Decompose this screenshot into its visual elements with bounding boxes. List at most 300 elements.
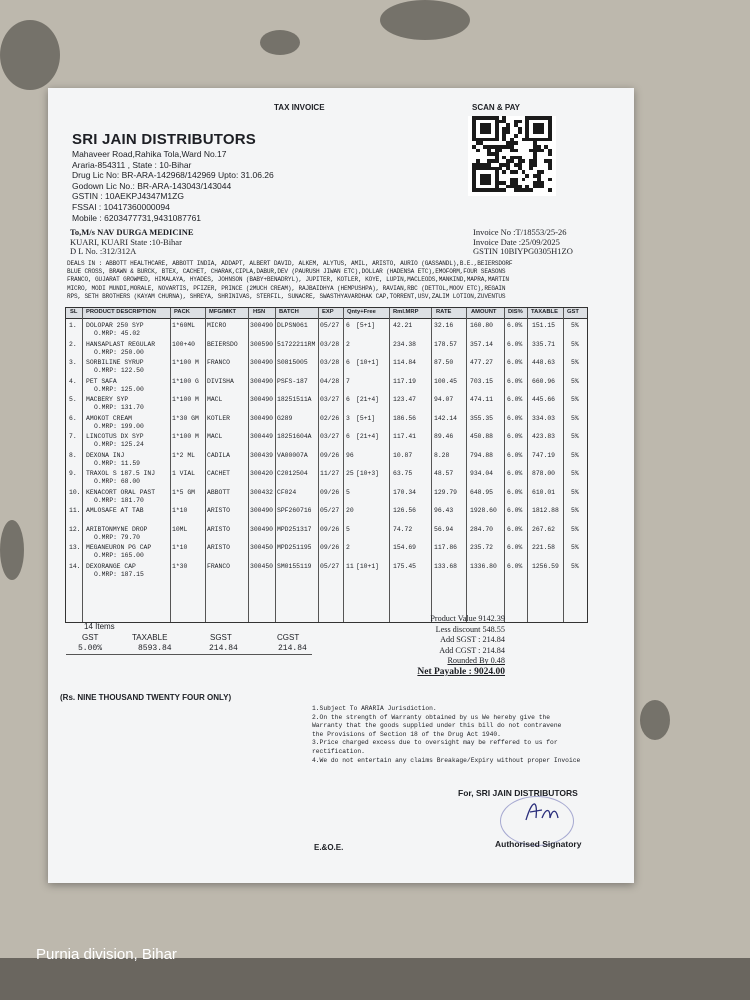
item-hsn: 300490 — [250, 525, 274, 533]
authorised-signatory: Authorised Signatory — [495, 839, 582, 849]
qr-module — [495, 138, 499, 142]
qr-module — [529, 188, 533, 192]
item-rate: 56.94 — [434, 525, 454, 533]
header-rate: RATE — [436, 309, 452, 315]
qr-module — [533, 163, 537, 167]
header-amount: AMOUNT — [471, 309, 497, 315]
item-exp: 09/26 — [320, 451, 340, 459]
item-hsn: 300449 — [250, 433, 274, 440]
item-rate: 32.16 — [434, 322, 454, 329]
add-cgst: Add CGST : 214.84 — [439, 645, 505, 655]
item-gst: 5% — [571, 488, 579, 496]
item-exp: 09/26 — [320, 488, 340, 496]
item-pack: 1*100 M — [172, 396, 199, 403]
add-sgst: Add SGST : 214.84 — [440, 635, 505, 645]
item-original-mrp: O.MRP: 187.15 — [94, 570, 144, 578]
item-taxable: 448.63 — [532, 359, 556, 366]
item-taxable: 878.00 — [532, 470, 556, 477]
item-rmrp: 117.41 — [393, 433, 417, 440]
item-amount: 1928.60 — [470, 507, 497, 514]
for-company: For, SRI JAIN DISTRIBUTORS — [458, 788, 578, 798]
item-mfg: KOTLER — [207, 414, 231, 422]
header-hsn: HSN — [253, 309, 266, 315]
item-exp: 09/26 — [320, 544, 340, 551]
qr-module — [514, 170, 518, 174]
item-amount: 794.88 — [470, 451, 494, 459]
totals-gst-value: 5.00% — [78, 644, 103, 653]
item-exp: 03/28 — [320, 359, 340, 366]
item-hsn: 300490 — [250, 507, 274, 514]
totals-cgst-header: CGST — [277, 633, 300, 642]
item-rmrp: 123.47 — [393, 396, 417, 403]
qr-module — [541, 149, 545, 153]
item-exp: 03/27 — [320, 396, 340, 403]
item-hsn: 300450 — [250, 562, 274, 570]
item-rate: 8.28 — [434, 451, 450, 459]
item-pack: 1 VIAL — [172, 470, 196, 477]
totals-taxable-value: 8593.84 — [138, 644, 172, 653]
item-dis: 6.0% — [507, 377, 523, 385]
item-qty: 96 — [346, 451, 354, 459]
item-rmrp: 170.34 — [393, 488, 417, 496]
item-batch: PSFS-187 — [277, 377, 308, 385]
item-dis: 6.0% — [507, 451, 523, 459]
qr-module — [525, 174, 529, 178]
item-rate: 178.57 — [434, 340, 458, 348]
item-gst: 5% — [571, 340, 579, 348]
item-qty: 5 — [346, 525, 350, 533]
item-name: DOLOPAR 250 SYP — [86, 322, 144, 329]
item-mfg: ARISTO — [207, 507, 231, 514]
item-batch: DLPSN061 — [277, 322, 308, 329]
payment-qr-code[interactable] — [468, 116, 556, 196]
item-name: LINCOTUS DX SYP — [86, 433, 144, 440]
item-taxable: 335.71 — [532, 340, 556, 348]
item-original-mrp: O.MRP: 181.70 — [94, 496, 144, 504]
item-taxable: 151.15 — [532, 322, 556, 329]
item-pack: 100+40 — [172, 340, 196, 348]
item-qty: 3 — [346, 414, 350, 422]
item-rmrp: 74.72 — [393, 525, 413, 533]
net-payable: Net Payable : 9024.00 — [417, 666, 505, 677]
item-exp: 11/27 — [320, 470, 340, 477]
floor-stain — [380, 0, 470, 40]
qr-module — [541, 130, 545, 134]
customer-dl: D L No. :312/312A — [70, 246, 137, 257]
item-hsn: 300439 — [250, 451, 274, 459]
item-qty: 20 — [346, 507, 354, 514]
header-sl: SL — [70, 309, 78, 315]
item-original-mrp: O.MRP: 68.00 — [94, 478, 141, 485]
item-free: [10+1] — [356, 359, 380, 366]
header-qty: Qnty+Free — [347, 309, 376, 315]
item-qty: 6 — [346, 433, 350, 440]
item-sl: 3. — [69, 359, 77, 366]
item-dis: 6.0% — [507, 433, 523, 440]
item-name: SORBILINE SYRUP — [86, 359, 144, 366]
item-rate: 129.79 — [434, 488, 458, 496]
item-name: TRAXOL S 187.5 INJ — [86, 470, 156, 477]
header-batch: BATCH — [279, 309, 299, 315]
company-address-line: Mahaveer Road,Rahika Tola,Ward No.17 — [72, 149, 227, 159]
item-rmrp: 234.38 — [393, 340, 417, 348]
item-free: [21+4] — [356, 396, 380, 403]
item-dis: 6.0% — [507, 544, 523, 551]
item-name: AMOKOT CREAM — [86, 414, 133, 422]
item-hsn: 300432 — [250, 488, 274, 496]
item-sl: 8. — [69, 451, 77, 459]
deals-line: FRANCO, GUJARAT GROWMED, HIMALAYA, HYADES, JOHNSON (BABY+BENADRYL), JUPITER, KOTLER, KOYE, LUPIN,MACLEODS,MANKIND,MAPRA,MARTIN — [67, 276, 509, 284]
item-dis: 6.0% — [507, 470, 523, 477]
condition-line: rectification. — [312, 747, 365, 755]
deals-line: MICRO, MODI MUNDI,MORALE, NOVARTIS, PFIZER, PRINCE (2MUCH CREAM), RAJBAIDHYA (HEMPUSHPA), RAVIAN,RBC (DETTOL,MOOV ETC),REGAIN — [67, 284, 506, 292]
item-rmrp: 114.84 — [393, 359, 417, 366]
qr-module — [476, 149, 480, 153]
item-exp: 09/26 — [320, 525, 340, 533]
item-mfg: MACL — [207, 433, 223, 440]
item-free: [10+1] — [356, 562, 380, 570]
item-rate: 87.50 — [434, 359, 454, 366]
item-taxable: 1256.59 — [532, 562, 559, 570]
qr-module — [514, 141, 518, 145]
company-details — [72, 149, 402, 223]
item-mfg: BEIERSDO — [207, 340, 238, 348]
item-original-mrp: O.MRP: 125.24 — [94, 441, 144, 448]
qr-module — [514, 134, 518, 138]
qr-module — [548, 188, 552, 192]
item-free: [10+3] — [356, 470, 380, 477]
item-sl: 11. — [69, 507, 81, 514]
item-sl: 10. — [69, 488, 81, 496]
qr-module — [514, 149, 518, 153]
qr-module — [529, 167, 533, 171]
item-amount: 703.15 — [470, 377, 494, 385]
item-dis: 6.0% — [507, 507, 523, 514]
item-batch: SPF260716 — [277, 507, 312, 514]
qr-module — [518, 130, 522, 134]
condition-line: 3.Price charged excess due to oversight may be reffered to us for — [312, 739, 558, 747]
item-pack: 1*30 — [172, 562, 188, 570]
item-hsn: 300490 — [250, 414, 274, 422]
qr-module — [548, 152, 552, 156]
item-dis: 6.0% — [507, 340, 523, 348]
company-mobile: Mobile : 6203477731,9431087761 — [72, 212, 202, 223]
item-gst: 5% — [571, 470, 579, 477]
qr-module — [522, 178, 526, 182]
item-batch: SM0155119 — [277, 562, 312, 570]
invoice-number: Invoice No :T/18553/25-26 — [473, 227, 567, 237]
totals-taxable-header: TAXABLE — [132, 633, 168, 642]
company-gstin: GSTIN : 10AEKPJ4347M1ZG — [72, 191, 184, 202]
qr-module — [506, 130, 510, 134]
item-exp: 05/27 — [320, 562, 340, 570]
qr-module — [522, 159, 526, 163]
item-name: PET SAFA — [86, 377, 117, 385]
item-exp: 03/27 — [320, 433, 340, 440]
item-sl: 13. — [69, 544, 81, 551]
item-amount: 477.27 — [470, 359, 494, 366]
item-dis: 6.0% — [507, 488, 523, 496]
item-batch: MPD251317 — [277, 525, 312, 533]
item-sl: 1. — [69, 322, 77, 329]
invoice-info — [473, 228, 573, 257]
less-discount: Less discount 548.55 — [435, 624, 505, 634]
floor-stain — [260, 30, 300, 55]
qr-module — [487, 130, 491, 134]
item-exp: 02/26 — [320, 414, 340, 422]
item-mfg: CADILA — [207, 451, 231, 459]
qr-module — [548, 138, 552, 142]
item-original-mrp: O.MRP: 122.50 — [94, 367, 144, 374]
item-rmrp: 126.56 — [393, 507, 417, 514]
item-rmrp: 186.56 — [393, 414, 417, 422]
item-mfg: MICRO — [207, 322, 227, 329]
item-gst: 5% — [571, 544, 579, 551]
item-gst: 5% — [571, 414, 579, 422]
item-original-mrp: O.MRP: 11.59 — [94, 459, 141, 467]
item-name: AMLOSAFE AT TAB — [86, 507, 144, 514]
item-original-mrp: O.MRP: 79.70 — [94, 533, 141, 541]
item-pack: 1*100 M — [172, 433, 199, 440]
item-taxable: 334.03 — [532, 414, 556, 422]
item-sl: 6. — [69, 414, 77, 422]
qr-module — [502, 188, 506, 192]
signature — [522, 796, 562, 826]
item-free: [5+1] — [356, 322, 376, 329]
item-qty: 25 — [346, 470, 354, 477]
item-sl: 12. — [69, 525, 81, 533]
item-exp: 04/28 — [320, 377, 340, 385]
item-original-mrp: O.MRP: 131.70 — [94, 404, 144, 411]
item-gst: 5% — [571, 377, 579, 385]
item-qty: 6 — [346, 396, 350, 403]
item-free: [21+4] — [356, 433, 380, 440]
item-sl: 9. — [69, 470, 77, 477]
item-hsn: 300420 — [250, 470, 274, 477]
deals-line: DEALS IN : ABBOTT HEALTHCARE, ABBOTT INDIA, ADDAPT, ALBERT DAVID, ALKEM, ALYTUS, AMIL, ARISTO, AURIO (GASSANDL),B.E.,BEIERSDORF — [67, 260, 513, 267]
header-taxable: TAXABLE — [531, 309, 558, 315]
item-hsn: 300490 — [250, 359, 274, 366]
tax-invoice-label: TAX INVOICE — [274, 103, 325, 112]
photo-location-caption: Purnia division, Bihar — [36, 946, 177, 963]
item-sl: 5. — [69, 396, 77, 403]
header-dis: DIS% — [508, 309, 523, 315]
item-name: DEXORANGE CAP — [86, 562, 136, 570]
customer-block — [70, 228, 194, 257]
qr-module — [487, 181, 491, 185]
item-gst: 5% — [571, 322, 579, 329]
item-name: DEXONA INJ — [86, 451, 125, 459]
item-qty: 2 — [346, 544, 350, 551]
totals-sgst-value: 214.84 — [209, 644, 238, 653]
item-batch: 18251511A — [277, 396, 312, 403]
item-pack: 1*100 M — [172, 359, 199, 366]
item-taxable: 267.62 — [532, 525, 556, 533]
amount-in-words: (Rs. NINE THOUSAND TWENTY FOUR ONLY) — [60, 693, 232, 702]
company-godown-license: Godown Lic No.: BR-ARA-143043/143044 — [72, 180, 232, 191]
item-mfg: ARISTO — [207, 544, 231, 551]
floor-strip — [0, 958, 750, 1000]
item-amount: 474.11 — [470, 396, 494, 403]
items-count: 14 Items — [84, 622, 115, 631]
item-batch: MPD251195 — [277, 544, 312, 551]
totals-gst-header: GST — [82, 633, 99, 642]
item-rate: 94.07 — [434, 396, 454, 403]
company-drug-license: Drug Lic No: BR-ARA-142968/142969 Upto: 31.06.26 — [72, 170, 274, 181]
rounded-by: Rounded By 0.48 — [447, 656, 505, 666]
item-dis: 6.0% — [507, 414, 523, 422]
item-hsn: 300450 — [250, 544, 274, 551]
item-pack: 1*5 GM — [172, 488, 196, 496]
item-batch: CF024 — [277, 488, 297, 496]
item-batch: G289 — [277, 414, 293, 422]
floor-stain — [0, 520, 24, 580]
header-product: PRODUCT DESCRIPTION — [86, 309, 156, 315]
item-mfg: FRANCO — [207, 359, 231, 366]
item-rate: 117.86 — [434, 544, 458, 551]
totals-cgst-value: 214.84 — [278, 644, 307, 653]
item-hsn: 300490 — [250, 322, 274, 329]
floor-stain — [640, 700, 670, 740]
item-taxable: 445.66 — [532, 396, 556, 403]
item-taxable: 747.19 — [532, 451, 556, 459]
header-exp: EXP — [322, 309, 334, 315]
item-amount: 1336.80 — [470, 562, 497, 570]
item-amount: 235.72 — [470, 544, 494, 551]
item-sl: 7. — [69, 433, 77, 440]
terms-conditions — [312, 705, 632, 765]
items-table — [65, 307, 588, 623]
header-mfg: MFG/MKT — [209, 309, 237, 315]
item-rate: 142.14 — [434, 414, 458, 422]
item-batch: VA00007A — [277, 451, 308, 459]
item-free: [5+1] — [356, 414, 376, 422]
item-hsn: 300490 — [250, 377, 274, 385]
condition-line: the Provisions of Section 18 of the Drug Act 1940. — [312, 730, 501, 738]
item-dis: 6.0% — [507, 562, 523, 570]
invoice-summary — [388, 614, 505, 678]
item-amount: 934.04 — [470, 470, 494, 477]
customer-address: KUARI, KUARI State :10-Bihar — [70, 236, 182, 247]
item-rmrp: 175.45 — [393, 562, 417, 570]
item-name: MEGANEURON PG CAP — [86, 544, 152, 551]
item-pack: 1*60ML — [172, 322, 196, 329]
item-gst: 5% — [571, 507, 579, 514]
item-rmrp: 117.19 — [393, 377, 417, 385]
item-batch: 51722211RM — [277, 340, 316, 348]
item-exp: 05/27 — [320, 322, 340, 329]
item-qty: 6 — [346, 322, 350, 329]
item-gst: 5% — [571, 451, 579, 459]
item-name: MACBERY SYP — [86, 396, 129, 403]
eoe-label: E.&O.E. — [314, 843, 344, 852]
item-qty: 6 — [346, 359, 350, 366]
condition-line: Warranty that the goods supplied under this bill do not contravene — [312, 722, 562, 730]
item-mfg: ABBOTT — [207, 488, 231, 496]
item-batch: S0815005 — [277, 359, 308, 366]
floor-stain — [0, 20, 60, 90]
qr-module — [541, 185, 545, 189]
item-hsn: 300490 — [250, 396, 274, 403]
item-qty: 7 — [346, 377, 350, 385]
item-qty: 2 — [346, 340, 350, 348]
header-pack: PACK — [174, 309, 190, 315]
qr-module — [518, 120, 522, 124]
item-amount: 357.14 — [470, 340, 494, 348]
item-batch: 18251604A — [277, 433, 312, 440]
item-original-mrp: O.MRP: 125.00 — [94, 385, 144, 393]
item-sl: 14. — [69, 562, 81, 570]
item-name: ARIBTONMYNE DROP — [86, 525, 148, 533]
item-qty: 5 — [346, 488, 350, 496]
item-gst: 5% — [571, 359, 579, 366]
totals-sgst-header: SGST — [210, 633, 232, 642]
deals-line: BLUE CROSS, BRAWN & BURCK, BTEX, CACHET, CHARAK,CIPLA,DABUR,DEV (PAURUSH JIWAN ETC),DOLLAR (HADENSA ETC),EMOFORM,FOUR SEASONS — [67, 268, 506, 276]
deals-line: RPS, SETH BROTHERS (KAYAM CHURNA), SHREYA, SHRINIVAS, STERFIL, SUNACRE, SWASTHYAVARDHAK CAP,TORRENT,USV,ZALIM LOTION,ZUVENTUS — [67, 292, 506, 300]
deals-in-block — [67, 260, 587, 301]
item-gst: 5% — [571, 396, 579, 403]
customer-name: To,M/s NAV DURGA MEDICINE — [70, 227, 194, 237]
item-exp: 03/28 — [320, 340, 340, 348]
item-gst: 5% — [571, 525, 579, 533]
company-address-line: Araria-854311 , State : 10-Bihar — [72, 159, 192, 170]
qr-module — [499, 149, 503, 153]
item-rate: 133.68 — [434, 562, 458, 570]
item-original-mrp: O.MRP: 45.02 — [94, 330, 141, 337]
item-rate: 100.45 — [434, 377, 458, 385]
condition-line: 4.We do not entertain any claims Breakage/Expiry without proper Invoice — [312, 756, 581, 764]
scan-pay-label: SCAN & PAY — [472, 103, 521, 112]
product-value: Product Value 9142.39 — [430, 614, 505, 623]
item-pack: 1*100 G — [172, 377, 199, 385]
item-hsn: 300590 — [250, 340, 274, 348]
item-dis: 6.0% — [507, 359, 523, 366]
item-taxable: 423.83 — [532, 433, 556, 440]
item-rate: 48.57 — [434, 470, 454, 477]
item-pack: 1*10 — [172, 544, 188, 551]
invoice-date: Invoice Date :25/09/2025 — [473, 236, 560, 247]
item-gst: 5% — [571, 562, 579, 570]
item-name: KENACORT ORAL PAST — [86, 488, 156, 496]
qr-module — [548, 178, 552, 182]
table-row — [66, 563, 587, 591]
company-fssai: FSSAI : 10417360000094 — [72, 201, 170, 212]
item-exp: 05/27 — [320, 507, 340, 514]
item-rmrp: 10.87 — [393, 451, 413, 459]
item-taxable: 221.58 — [532, 544, 556, 551]
item-taxable: 610.01 — [532, 488, 556, 496]
item-batch: C2012504 — [277, 470, 308, 477]
item-amount: 284.70 — [470, 525, 494, 533]
header-rmrp: Rml.MRP — [393, 309, 419, 315]
item-rate: 89.46 — [434, 433, 454, 440]
item-mfg: MACL — [207, 396, 223, 403]
item-pack: 1*10 — [172, 507, 188, 514]
item-amount: 648.95 — [470, 488, 494, 496]
item-sl: 4. — [69, 377, 77, 385]
qr-module — [548, 167, 552, 171]
item-sl: 2. — [69, 340, 77, 348]
totals-underline — [66, 654, 312, 655]
item-rmrp: 42.21 — [393, 322, 413, 329]
item-taxable: 660.96 — [532, 377, 556, 385]
item-mfg: FRANCO — [207, 562, 231, 570]
item-gst: 5% — [571, 433, 579, 440]
item-amount: 160.80 — [470, 322, 494, 329]
condition-line: 2.On the strength of Warranty obtained by us We hereby give the — [312, 713, 551, 721]
item-dis: 6.0% — [507, 396, 523, 403]
item-pack: 1*30 GM — [172, 414, 199, 422]
